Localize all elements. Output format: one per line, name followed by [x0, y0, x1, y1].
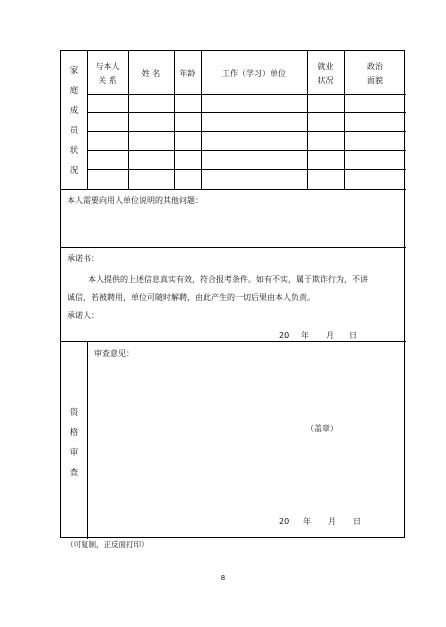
commitment-date-year-unit: 年 — [301, 331, 309, 340]
header-political-line1: 政治 — [367, 62, 383, 71]
review-col-divider — [87, 341, 88, 539]
header-relation-line2: 关 系 — [98, 76, 117, 85]
family-row-divider — [87, 169, 406, 170]
section-divider — [61, 189, 406, 190]
commitment-date-day-unit: 日 — [349, 331, 357, 340]
header-relation-line1: 与本人 — [95, 62, 120, 71]
other-issues-label: 本人需要向用人单位说明的其他问题： — [67, 196, 203, 205]
review-seal-label: （盖章） — [306, 424, 338, 433]
qualification-review-side-label: 资格审查 — [69, 408, 79, 478]
header-age: 年龄 — [179, 69, 196, 78]
review-opinion-label: 审查意见： — [94, 349, 134, 358]
commitment-signer-label: 承诺人： — [67, 311, 99, 320]
family-row-divider — [87, 112, 406, 113]
family-row-divider — [87, 94, 406, 95]
registration-form-table — [60, 50, 405, 538]
review-date-month-unit: 月 — [328, 517, 336, 526]
header-political-line2: 面貌 — [367, 76, 383, 85]
commitment-text-line2: 诚信，若被聘用，单位可随时解聘，由此产生的一切后果由本人负责。 — [67, 293, 315, 302]
commitment-title: 承诺书： — [67, 254, 99, 263]
header-name: 姓 名 — [141, 69, 161, 78]
family-row-divider — [87, 131, 406, 132]
header-employment-line2: 状况 — [317, 76, 334, 85]
review-date-year: 20 — [279, 517, 290, 526]
family-status-side-label: 家庭成员状况 — [69, 66, 79, 176]
section-divider — [61, 341, 406, 342]
commitment-date-year: 20 — [279, 331, 290, 340]
header-employment-line1: 就业 — [317, 62, 334, 71]
commitment-text-line1: 本人提供的上述信息真实有效，符合报考条件。如有不实，属于欺诈行为，不讲 — [88, 275, 368, 284]
footer-print-note: （可复制，正反面打印） — [66, 540, 149, 549]
review-date-day-unit: 日 — [353, 517, 361, 526]
section-divider — [61, 247, 406, 248]
family-row-divider — [87, 150, 406, 151]
page-number: 8 — [220, 574, 226, 582]
commitment-date-month-unit: 月 — [326, 331, 334, 340]
review-date-year-unit: 年 — [303, 517, 311, 526]
header-workplace: 工作（学习）单位 — [222, 69, 286, 78]
